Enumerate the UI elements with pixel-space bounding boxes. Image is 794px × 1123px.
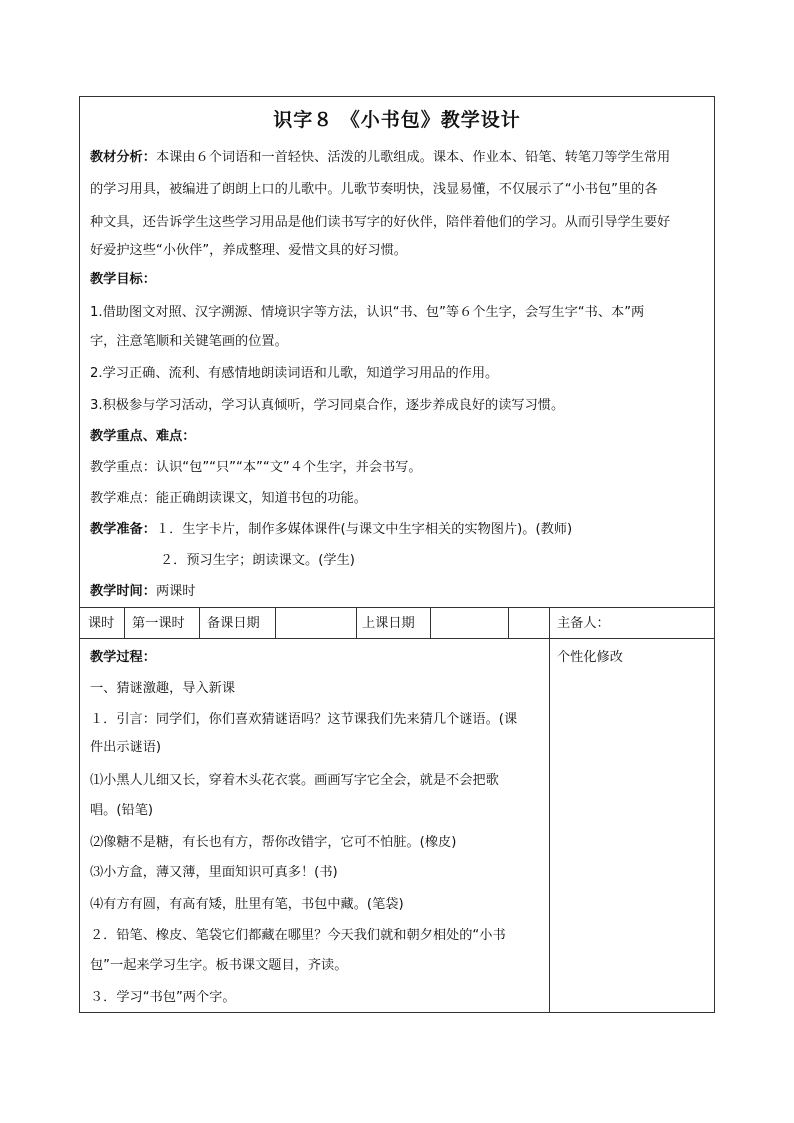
prep-line: 教学准备：１．生字卡片，制作多媒体课件(与课文中生字相关的实物图片)。(教师) — [90, 522, 573, 537]
analysis-line: 好爱护这些“小伙伴”，养成整理、爱惜文具的好习惯。 — [90, 243, 407, 258]
process-line: １．引言：同学们，你们喜欢猜谜语吗？这节课我们先来猜几个谜语。(课 — [90, 712, 518, 727]
analysis-label: 教材分析： — [90, 150, 156, 165]
time-label: 教学时间： — [90, 584, 156, 599]
col-divider — [199, 607, 200, 638]
col-divider — [430, 607, 431, 638]
analysis-line: 教材分析：本课由６个词语和一首轻快、活泼的儿歌组成。课本、作业本、铅笔、转笔刀等学生常用 — [90, 150, 671, 165]
lesson-plan-table — [79, 96, 715, 1013]
col-divider — [508, 607, 509, 638]
focus-label: 教学重点、难点： — [90, 429, 196, 444]
class-date-label: 上课日期 — [362, 616, 415, 631]
lesson-value: 第一课时 — [132, 616, 185, 631]
prep-date-label: 备课日期 — [207, 616, 260, 631]
row-divider-bottom — [80, 638, 714, 639]
goal-line: 字，注意笔顺和关键笔画的位置。 — [90, 334, 288, 349]
col-divider — [124, 607, 125, 638]
side-note-label: 个性化修改 — [557, 650, 623, 665]
goals-label: 教学目标： — [90, 272, 156, 287]
goal-line: 3.积极参与学习活动，学习认真倾听，学习同桌合作，逐步养成良好的读写习惯。 — [90, 398, 565, 413]
process-line: 包”一起来学习生字。板书课文题目，齐读。 — [90, 958, 348, 973]
process-line: 一、猜谜激趣，导入新课 — [90, 681, 236, 696]
process-line: 唱。(铅笔) — [90, 803, 154, 818]
process-line: ２．铅笔、橡皮、笔袋它们都藏在哪里？今天我们就和朝夕相处的“小书 — [90, 928, 506, 943]
author-label: 主备人： — [557, 616, 610, 631]
process-line: ⑵像糖不是糖，有长也有方，帮你改错字，它可不怕脏。(橡皮) — [90, 835, 457, 850]
process-line: ⑴小黑人儿细又长，穿着木头花衣裳。画画写字它全会，就是不会把歌 — [90, 773, 499, 788]
process-line: ⑷有方有圆，有高有矮，肚里有笔，书包中藏。(笔袋) — [90, 897, 404, 912]
document-title: 识字８ 《小书包》教学设计 — [273, 109, 521, 131]
goal-line: 2.学习正确、流利、有感情地朗读词语和儿歌，知道学习用品的作用。 — [90, 366, 499, 381]
lesson-label: 课时 — [88, 616, 115, 631]
process-line: 件出示谜语) — [90, 740, 162, 755]
process-line: ⑶小方盒，薄又薄，里面知识可真多！(书) — [90, 865, 338, 880]
process-label: 教学过程： — [90, 650, 156, 665]
col-divider — [275, 607, 276, 638]
col-divider — [549, 607, 550, 1013]
goal-line: 1.借助图文对照、汉字溯源、情境识字等方法，认识“书、包”等６个生字，会写生字“书、本”两 — [90, 305, 645, 320]
col-divider — [356, 607, 357, 638]
analysis-line: 的学习用具，被编进了朗朗上口的儿歌中。儿歌节奏明快，浅显易懂，不仅展示了“小书包”里的各 — [90, 182, 658, 197]
analysis-line: 种文具，还告诉学生这些学习用品是他们读书写字的好伙伴，陪伴着他们的学习。从而引导学生要好 — [90, 215, 671, 230]
row-divider-top — [80, 607, 714, 608]
focus-difficulty: 教学难点：能正确朗读课文，知道书包的功能。 — [90, 491, 367, 506]
prep-item: ２．预习生字；朗读课文。(学生) — [160, 553, 355, 568]
focus-key: 教学重点：认识“包”“只”“本”“文”４个生字，并会书写。 — [90, 460, 422, 475]
time-line — [90, 583, 196, 601]
prep-label: 教学准备： — [90, 522, 156, 537]
process-line: ３．学习“书包”两个字。 — [90, 990, 236, 1005]
time-value: 两课时 — [155, 584, 196, 599]
